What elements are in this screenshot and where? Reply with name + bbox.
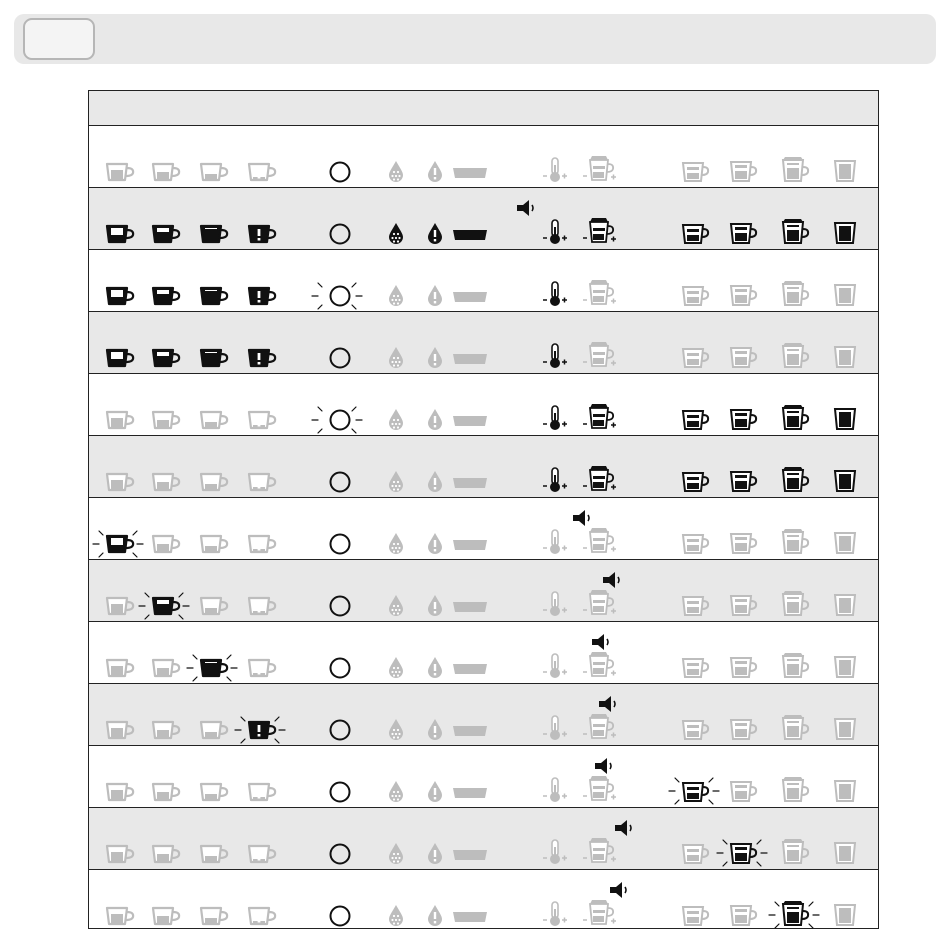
medium-cup-level-icon (731, 898, 761, 932)
small-cup-level-icon (683, 774, 713, 808)
ristretto-cup-icon (107, 279, 139, 313)
programmed-cup-icon (249, 155, 281, 189)
programmed-cup-icon (249, 899, 281, 933)
descale-drop-icon (385, 220, 407, 248)
medium-cup-level-icon (731, 588, 761, 622)
descale-drop-icon (385, 158, 407, 186)
volume-adjust-icon (589, 525, 623, 559)
large-cup-level-icon (783, 588, 813, 622)
drip-tray-icon (453, 910, 489, 924)
table-row (89, 373, 878, 435)
power-ring-icon (329, 279, 379, 313)
power-ring-icon (329, 837, 379, 871)
programmed-cup-icon (249, 465, 281, 499)
espresso-cup-icon (153, 465, 185, 499)
temperature-adjust-icon (549, 279, 577, 309)
medium-cup-level-icon (731, 526, 761, 560)
ristretto-cup-icon (107, 775, 139, 809)
warning-drop-icon (424, 344, 446, 372)
lungo-cup-icon (201, 713, 233, 747)
ristretto-cup-icon (107, 713, 139, 747)
large-cup-level-icon (783, 526, 813, 560)
large-cup-level-icon (783, 712, 813, 746)
large-cup-level-icon (783, 340, 813, 374)
drip-tray-icon (453, 786, 489, 800)
volume-adjust-icon (589, 339, 623, 373)
programmed-cup-icon (249, 217, 281, 251)
volume-adjust-icon (589, 773, 623, 807)
warning-drop-icon (424, 158, 446, 186)
descale-drop-icon (385, 468, 407, 496)
small-cup-level-icon (683, 278, 713, 312)
programmed-cup-icon (249, 837, 281, 871)
warning-drop-icon (424, 530, 446, 558)
drip-tray-icon (453, 848, 489, 862)
ristretto-cup-icon (107, 527, 139, 561)
ristretto-cup-icon (107, 651, 139, 685)
xl-cup-level-icon (835, 712, 865, 746)
espresso-cup-icon (153, 775, 185, 809)
descale-drop-icon (385, 406, 407, 434)
ristretto-cup-icon (107, 155, 139, 189)
medium-cup-level-icon (731, 650, 761, 684)
table-row (89, 559, 878, 621)
volume-adjust-icon (589, 897, 623, 931)
descale-drop-icon (385, 840, 407, 868)
drip-tray-icon (453, 476, 489, 490)
power-ring-icon (329, 589, 379, 623)
table-row (89, 497, 878, 559)
drip-tray-icon (453, 600, 489, 614)
small-cup-level-icon (683, 526, 713, 560)
lungo-cup-icon (201, 217, 233, 251)
descale-drop-icon (385, 654, 407, 682)
power-ring-icon (329, 713, 379, 747)
programmed-cup-icon (249, 651, 281, 685)
lungo-cup-icon (201, 341, 233, 375)
programmed-cup-icon (249, 713, 281, 747)
temperature-adjust-icon (549, 155, 577, 185)
drip-tray-icon (453, 166, 489, 180)
xl-cup-level-icon (835, 402, 865, 436)
temperature-adjust-icon (549, 775, 577, 805)
drip-tray-icon (453, 352, 489, 366)
large-cup-level-icon (783, 402, 813, 436)
table-row (89, 187, 878, 249)
lungo-cup-icon (201, 279, 233, 313)
temperature-adjust-icon (549, 651, 577, 681)
volume-adjust-icon (589, 835, 623, 869)
small-cup-level-icon (683, 712, 713, 746)
drip-tray-icon (453, 538, 489, 552)
volume-adjust-icon (589, 587, 623, 621)
power-ring-icon (329, 899, 379, 933)
indicator-table (88, 90, 879, 929)
volume-adjust-icon (589, 153, 623, 187)
medium-cup-level-icon (731, 774, 761, 808)
warning-drop-icon (424, 592, 446, 620)
medium-cup-level-icon (731, 836, 761, 870)
temperature-adjust-icon (549, 899, 577, 929)
small-cup-level-icon (683, 340, 713, 374)
xl-cup-level-icon (835, 278, 865, 312)
power-ring-icon (329, 775, 379, 809)
temperature-adjust-icon (549, 465, 577, 495)
warning-drop-icon (424, 654, 446, 682)
warning-drop-icon (424, 468, 446, 496)
espresso-cup-icon (153, 403, 185, 437)
espresso-cup-icon (153, 713, 185, 747)
xl-cup-level-icon (835, 216, 865, 250)
temperature-adjust-icon (549, 589, 577, 619)
espresso-cup-icon (153, 217, 185, 251)
programmed-cup-icon (249, 341, 281, 375)
lungo-cup-icon (201, 589, 233, 623)
ristretto-cup-icon (107, 217, 139, 251)
espresso-cup-icon (153, 589, 185, 623)
descale-drop-icon (385, 530, 407, 558)
medium-cup-level-icon (731, 216, 761, 250)
volume-adjust-icon (589, 463, 623, 497)
espresso-cup-icon (153, 651, 185, 685)
descale-drop-icon (385, 592, 407, 620)
large-cup-level-icon (783, 154, 813, 188)
programmed-cup-icon (249, 403, 281, 437)
ristretto-cup-icon (107, 589, 139, 623)
medium-cup-level-icon (731, 464, 761, 498)
medium-cup-level-icon (731, 340, 761, 374)
small-cup-level-icon (683, 464, 713, 498)
medium-cup-level-icon (731, 154, 761, 188)
descale-drop-icon (385, 902, 407, 930)
programmed-cup-icon (249, 775, 281, 809)
temperature-adjust-icon (549, 341, 577, 371)
xl-cup-level-icon (835, 836, 865, 870)
descale-drop-icon (385, 716, 407, 744)
programmed-cup-icon (249, 279, 281, 313)
ristretto-cup-icon (107, 403, 139, 437)
drip-tray-icon (453, 414, 489, 428)
xl-cup-level-icon (835, 588, 865, 622)
temperature-adjust-icon (549, 713, 577, 743)
xl-cup-level-icon (835, 526, 865, 560)
small-cup-level-icon (683, 898, 713, 932)
power-ring-icon (329, 217, 379, 251)
ristretto-cup-icon (107, 341, 139, 375)
drip-tray-icon (453, 290, 489, 304)
descale-drop-icon (385, 344, 407, 372)
xl-cup-level-icon (835, 650, 865, 684)
xl-cup-level-icon (835, 774, 865, 808)
lungo-cup-icon (201, 403, 233, 437)
espresso-cup-icon (153, 341, 185, 375)
power-ring-icon (329, 403, 379, 437)
espresso-cup-icon (153, 279, 185, 313)
lungo-cup-icon (201, 465, 233, 499)
small-cup-level-icon (683, 154, 713, 188)
espresso-cup-icon (153, 527, 185, 561)
large-cup-level-icon (783, 216, 813, 250)
xl-cup-level-icon (835, 464, 865, 498)
power-ring-icon (329, 465, 379, 499)
temperature-adjust-icon (549, 527, 577, 557)
volume-adjust-icon (589, 215, 623, 249)
warning-drop-icon (424, 716, 446, 744)
xl-cup-level-icon (835, 340, 865, 374)
lungo-cup-icon (201, 155, 233, 189)
toolbar-button[interactable] (23, 18, 95, 60)
table-row (89, 683, 878, 745)
small-cup-level-icon (683, 650, 713, 684)
warning-drop-icon (424, 406, 446, 434)
speaker-icon (517, 198, 539, 218)
large-cup-level-icon (783, 836, 813, 870)
large-cup-level-icon (783, 464, 813, 498)
table-row (89, 869, 878, 931)
medium-cup-level-icon (731, 712, 761, 746)
small-cup-level-icon (683, 588, 713, 622)
large-cup-level-icon (783, 774, 813, 808)
small-cup-level-icon (683, 216, 713, 250)
drip-tray-icon (453, 228, 489, 242)
espresso-cup-icon (153, 155, 185, 189)
drip-tray-icon (453, 724, 489, 738)
large-cup-level-icon (783, 278, 813, 312)
espresso-cup-icon (153, 899, 185, 933)
table-row (89, 745, 878, 807)
volume-adjust-icon (589, 277, 623, 311)
volume-adjust-icon (589, 401, 623, 435)
xl-cup-level-icon (835, 154, 865, 188)
table-header (89, 91, 878, 126)
temperature-adjust-icon (549, 217, 577, 247)
lungo-cup-icon (201, 775, 233, 809)
descale-drop-icon (385, 282, 407, 310)
power-ring-icon (329, 341, 379, 375)
espresso-cup-icon (153, 837, 185, 871)
programmed-cup-icon (249, 589, 281, 623)
warning-drop-icon (424, 902, 446, 930)
warning-drop-icon (424, 220, 446, 248)
lungo-cup-icon (201, 527, 233, 561)
small-cup-level-icon (683, 836, 713, 870)
lungo-cup-icon (201, 651, 233, 685)
medium-cup-level-icon (731, 402, 761, 436)
power-ring-icon (329, 651, 379, 685)
ristretto-cup-icon (107, 837, 139, 871)
lungo-cup-icon (201, 899, 233, 933)
medium-cup-level-icon (731, 278, 761, 312)
temperature-adjust-icon (549, 403, 577, 433)
large-cup-level-icon (783, 898, 813, 932)
ristretto-cup-icon (107, 899, 139, 933)
programmed-cup-icon (249, 527, 281, 561)
table-row (89, 311, 878, 373)
temperature-adjust-icon (549, 837, 577, 867)
large-cup-level-icon (783, 650, 813, 684)
drip-tray-icon (453, 662, 489, 676)
ristretto-cup-icon (107, 465, 139, 499)
power-ring-icon (329, 527, 379, 561)
warning-drop-icon (424, 778, 446, 806)
volume-adjust-icon (589, 711, 623, 745)
toolbar (14, 14, 936, 64)
table-row (89, 621, 878, 683)
warning-drop-icon (424, 840, 446, 868)
warning-drop-icon (424, 282, 446, 310)
table-row (89, 807, 878, 869)
power-ring-icon (329, 155, 379, 189)
descale-drop-icon (385, 778, 407, 806)
table-row (89, 125, 878, 187)
lungo-cup-icon (201, 837, 233, 871)
table-row (89, 435, 878, 497)
xl-cup-level-icon (835, 898, 865, 932)
small-cup-level-icon (683, 402, 713, 436)
table-row (89, 249, 878, 311)
volume-adjust-icon (589, 649, 623, 683)
